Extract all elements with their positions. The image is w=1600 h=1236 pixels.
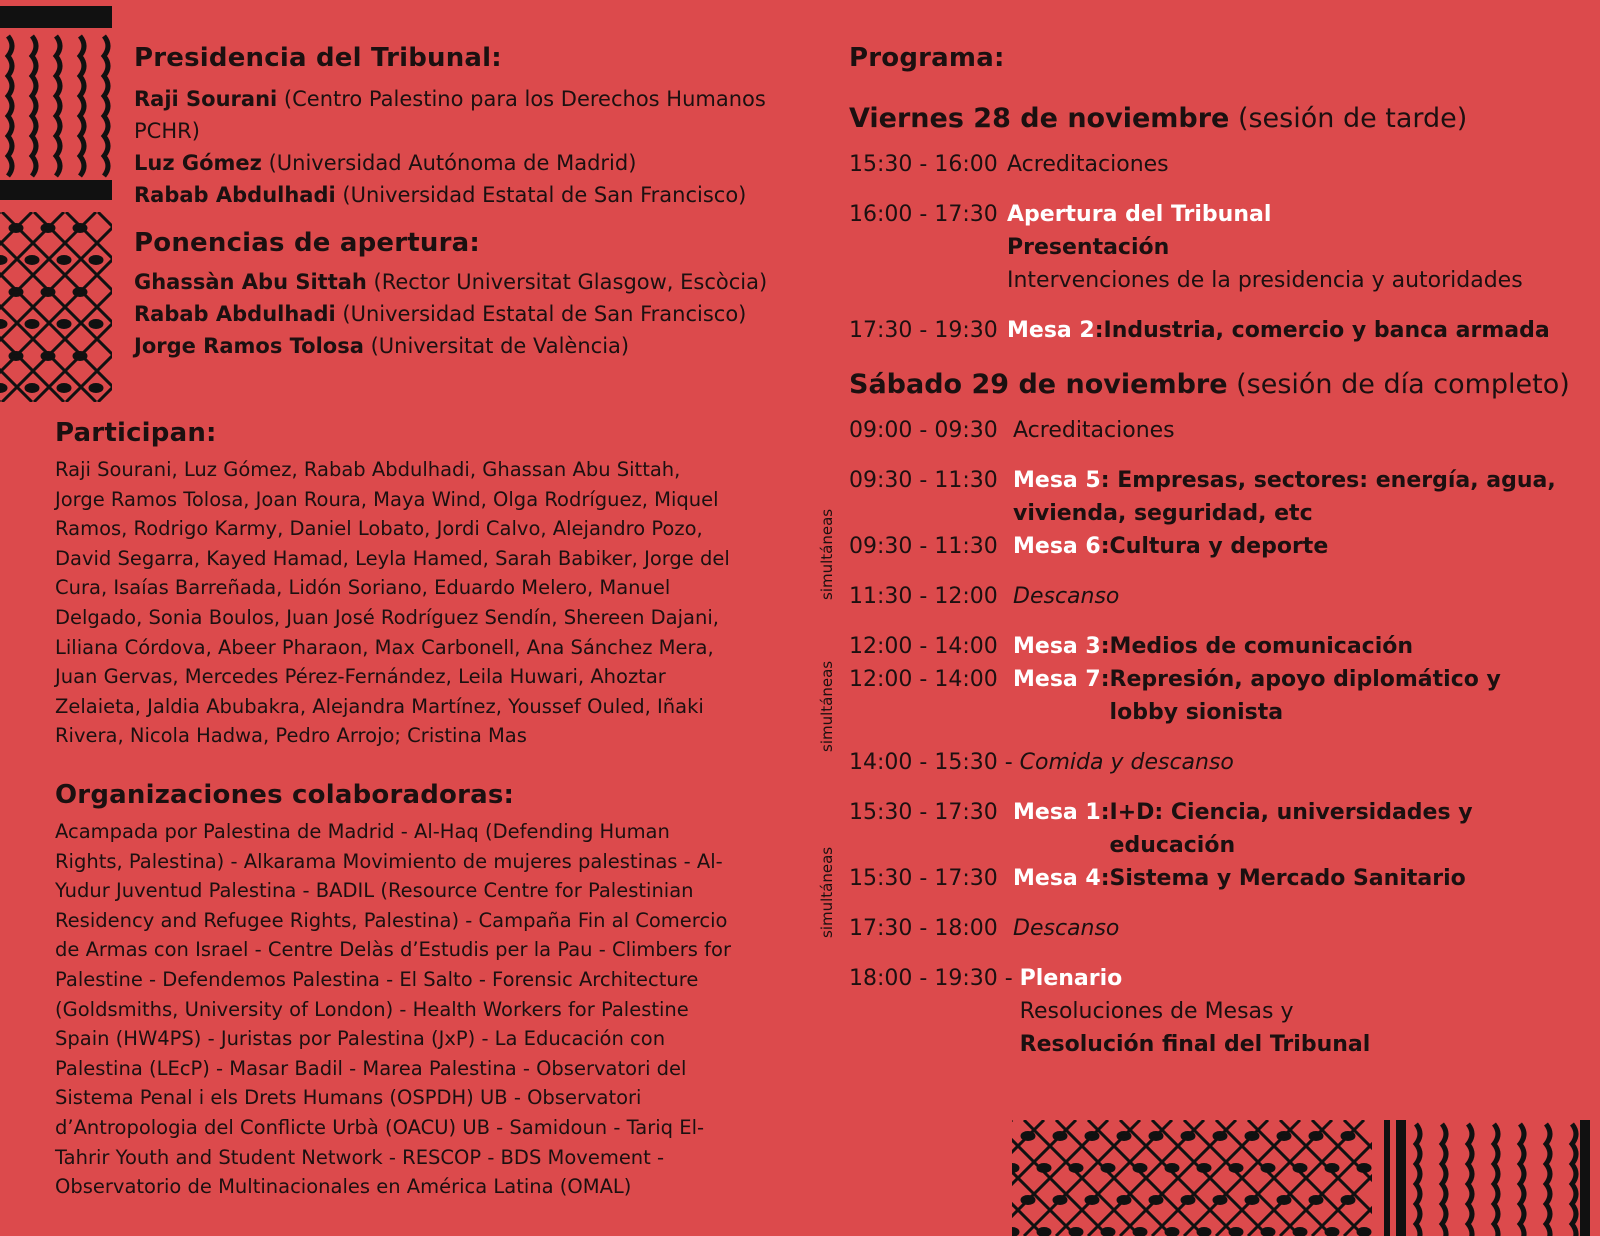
- presidencia-member: Luz Gómez (Universidad Autónoma de Madrid): [134, 151, 637, 175]
- schedule-item: 11:30 - 12:00 Descanso: [849, 584, 1120, 609]
- schedule-item: 17:30 - 19:30 Mesa 2 : Industria, comercio y banca armada: [849, 318, 1550, 343]
- programa-heading: Programa:: [849, 43, 1005, 73]
- organizaciones-section: [55, 780, 755, 1202]
- ponencia-speaker: Jorge Ramos Tolosa (Universitat de València): [134, 334, 630, 358]
- organizaciones-heading: Organizaciones colaboradoras:: [55, 780, 515, 810]
- schedule-item: 18:00 - 19:30 - Plenario Resoluciones de Mesas y Resolución final del Tribunal: [849, 966, 1371, 1057]
- keffiyeh-net-pattern-left: [0, 212, 112, 402]
- presidencia-member: Rabab Abdulhadi (Universidad Estatal de San Francisco): [134, 183, 747, 207]
- viernes-schedule: [849, 148, 1589, 347]
- simultaneas-label: simultáneas: [818, 660, 836, 752]
- ponencias-heading: Ponencias de apertura:: [134, 228, 480, 258]
- schedule-item: 09:00 - 09:30 Acreditaciones: [849, 418, 1175, 443]
- schedule-item: 15:30 - 17:30 Mesa 4 : Sistema y Mercado Sanitario: [849, 866, 1466, 891]
- schedule-item: 09:30 - 11:30 Mesa 5: Empresas, sectores: energía, agua, vivienda, seguridad, etc: [849, 468, 1556, 526]
- schedule-item: 15:30 - 17:30 Mesa 1 : I+D: Ciencia, universidades y educación: [849, 800, 1473, 858]
- ponencia-speaker: Ghassàn Abu Sittah (Rector Universitat Glasgow, Escòcia): [134, 270, 768, 294]
- presidencia-member-cont: PCHR): [134, 119, 200, 143]
- viernes-day-heading: Viernes 28 de noviembre (sesión de tarde): [849, 103, 1468, 134]
- organizaciones-list: Acampada por Palestina de Madrid - Al-Haq (Defending Human Rights, Palestina) - Alkarama Movimiento de mujeres palestinas - Al- Yudur Juventud Palestina - BADIL (Resource Centre for Palestinian Residency and Refugee Rights, Palestina) - Campaña Fin al Comercio de Armas con Israel - Centre Delàs d’Estudis per la Pau - Climbers for Palestine - Defendemos Palestina - El Salto - Forensic Architecture (Goldsmiths, University of London) - Health Workers for Palestine Spain (HW4PS) - Juristas por Palestina (JxP) - La Educación con Palestina (LEcP) - Masar Badil - Marea Palestina - Observatori del Sistema Penal i els Drets Humans (OSPDH) UB - Observatori d’Antropologia del Conflicte Urbà (OACU) UB - Samidoun - Tariq El- Tahrir Youth and Student Network - RESCOP - BDS Movement - Observatorio de Multinacionales en América Latina (OMAL): [55, 820, 731, 1199]
- schedule-item: 09:30 - 11:30 Mesa 6 : Cultura y deporte: [849, 534, 1329, 559]
- presidencia-member: Raji Sourani (Centro Palestino para los Derechos Humanos: [134, 87, 766, 111]
- participan-list: Raji Sourani, Luz Gómez, Rabab Abdulhadi, Ghassan Abu Sittah, Jorge Ramos Tolosa, Joan Roura, Maya Wind, Olga Rodríguez, Miquel Ramos, Rodrigo Karmy, Daniel Lobato, Jordi Calvo, Alejandro Pozo, David Segarra, Kayed Hamad, Leyla Hamed, Sarah Babiker, Jorge del Cura, Isaías Barreñada, Lidón Soriano, Eduardo Melero, Manuel Delgado, Sonia Boulos, Juan José Rodríguez Sendín, Shereen Dajani, Liliana Córdova, Abeer Pharaon, Max Carbonell, Ana Sánchez Mera, Juan Gervas, Mercedes Pérez-Fernández, Leila Huwari, Ahoztar Zelaieta, Jaldia Abubakra, Alejandra Martínez, Youssef Ouled, Iñaki Rivera, Nicola Hadwa, Pedro Arrojo; Cristina Mas: [55, 458, 730, 748]
- keffiyeh-net-pattern-bottom: [1012, 1120, 1372, 1236]
- simultaneas-label: simultáneas: [818, 508, 836, 600]
- schedule-item: 17:30 - 18:00 Descanso: [849, 916, 1120, 941]
- participan-heading: Participan:: [55, 418, 217, 448]
- presidencia-heading: Presidencia del Tribunal:: [134, 43, 502, 73]
- participan-section: [55, 418, 755, 751]
- sabado-schedule: [849, 414, 1589, 1061]
- schedule-item: 15:30 - 16:00 Acreditaciones: [849, 152, 1169, 177]
- programa-section: [849, 43, 1589, 1061]
- schedule-item: 16:00 - 17:30 Apertura del Tribunal Presentación Intervenciones de la presidencia y autoridades: [849, 202, 1523, 293]
- presidencia-section: [134, 43, 814, 211]
- schedule-item: 12:00 - 14:00 Mesa 7 : Represión, apoyo diplomático y lobby sionista: [849, 667, 1501, 725]
- simultaneas-label: simultáneas: [818, 846, 836, 938]
- schedule-item: 14:00 - 15:30 - Comida y descanso: [849, 750, 1234, 775]
- keffiyeh-stripe-pattern-top-left: [0, 0, 112, 212]
- keffiyeh-stripe-pattern-bottom-right: [1380, 1120, 1600, 1236]
- schedule-item: 12:00 - 14:00 Mesa 3 : Medios de comunicación: [849, 634, 1414, 659]
- sabado-day-heading: Sábado 29 de noviembre (sesión de día completo): [849, 369, 1570, 400]
- ponencias-section: [134, 228, 814, 362]
- ponencia-speaker: Rabab Abdulhadi (Universidad Estatal de San Francisco): [134, 302, 747, 326]
